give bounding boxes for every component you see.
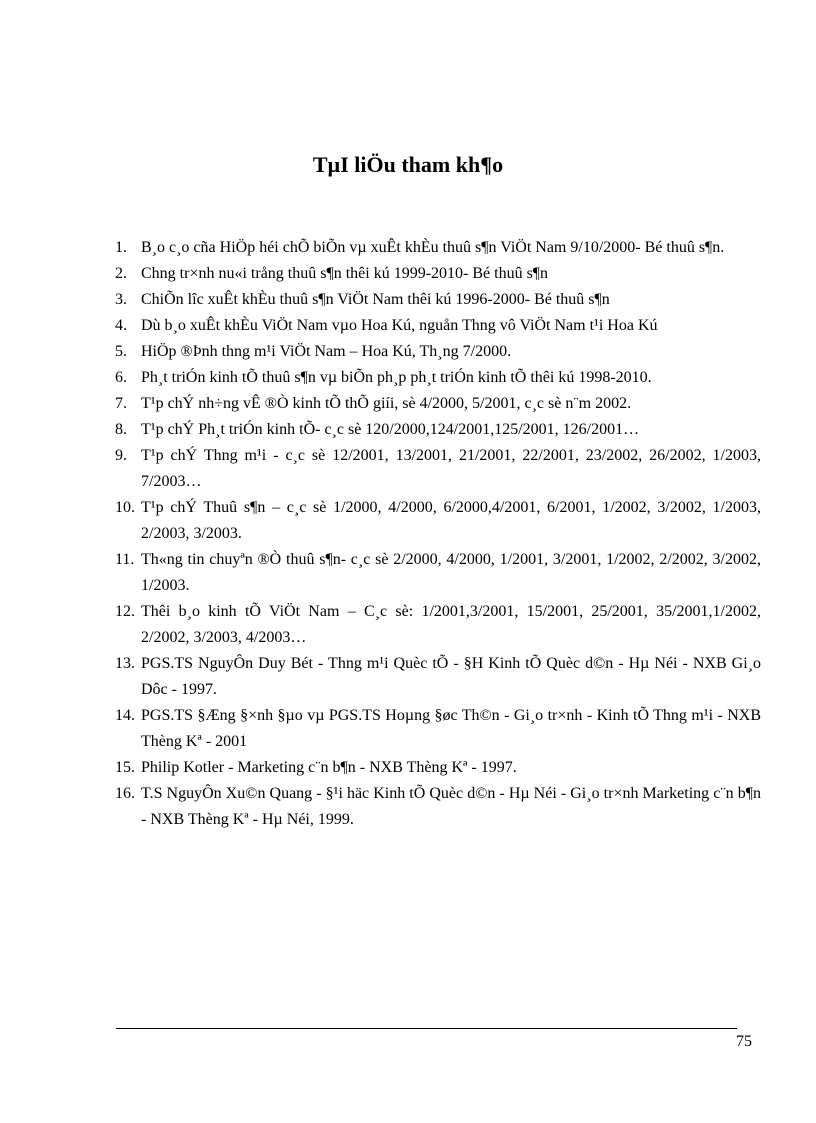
reference-text: Dù b¸o xuÊt khÈu ViÖt Nam vµo Hoa Kú, nguån Thng vô ViÖt Nam t¹i Hoa Kú (141, 317, 658, 334)
reference-number: 6. (115, 369, 127, 386)
reference-number: 15. (115, 759, 135, 776)
reference-text: PGS.TS §Æng §×nh §µo vµ PGS.TS Hoµng §øc Th©n - Gi¸o tr×nh - Kinh tÕ Thng m¹i - NXB Thèng Kª - 2001 (141, 707, 761, 750)
reference-text: T¹p chÝ Thuû s¶n – c¸c sè 1/2000, 4/2000, 6/2000,4/2001, 6/2001, 1/2002, 3/2002, 1/2003, 2/2003, 3/2003. (141, 499, 761, 542)
list-item (115, 755, 761, 781)
reference-text: T.S NguyÔn Xu©n Quang - §¹i häc Kinh tÕ Quèc d©n - Hµ Néi - Gi¸o tr×nh Marketing c¨n b¶n - NXB Thèng Kª - Hµ Néi, 1999. (141, 785, 761, 828)
reference-list (115, 235, 761, 833)
list-item (115, 287, 761, 313)
reference-number: 4. (115, 317, 127, 334)
reference-number: 5. (115, 343, 127, 360)
list-item (115, 443, 761, 495)
list-item (115, 495, 761, 547)
reference-number: 7. (115, 395, 127, 412)
reference-text: Chng tr×nh nu«i trång thuû s¶n thêi kú 1999-2010- Bé thuû s¶n (141, 265, 549, 282)
reference-number: 14. (115, 707, 135, 724)
reference-number: 12. (115, 603, 135, 620)
reference-number: 13. (115, 655, 135, 672)
reference-text: HiÖp ®Þnh thng m¹i ViÖt Nam – Hoa Kú, Th¸ng 7/2000. (141, 343, 512, 360)
list-item (115, 391, 761, 417)
list-item (115, 261, 761, 287)
reference-text: Ph¸t triÓn kinh tÕ thuû s¶n vµ biÕn ph¸p ph¸t triÓn kinh tÕ thêi kú 1998-2010. (141, 369, 652, 386)
list-item (115, 417, 761, 443)
reference-text: T¹p chÝ Ph¸t triÓn kinh tÕ- c¸c sè 120/2000,124/2001,125/2001, 126/2001… (141, 421, 640, 438)
reference-text: Philip Kotler - Marketing c¨n b¶n - NXB Thèng Kª - 1997. (141, 759, 517, 776)
list-item (115, 703, 761, 755)
reference-number: 2. (115, 265, 127, 282)
reference-text: ChiÕn lîc xuÊt khÈu thuû s¶n ViÖt Nam thêi kú 1996-2000- Bé thuû s¶n (141, 291, 610, 308)
list-item (115, 235, 761, 261)
list-item (115, 599, 761, 651)
list-item (115, 781, 761, 833)
reference-number: 8. (115, 421, 127, 438)
list-item (115, 339, 761, 365)
reference-text: T¹p chÝ nh÷ng vÊ ®Ò kinh tÕ thÕ giíi, sè 4/2000, 5/2001, c¸c sè n¨m 2002. (141, 395, 632, 412)
footer-divider (116, 1028, 737, 1029)
list-item (115, 651, 761, 703)
page-title: TµI liÖu tham kh¶o (312, 152, 504, 177)
reference-number: 16. (115, 785, 135, 802)
reference-text: PGS.TS NguyÔn Duy Bét - Thng m¹i Quèc tÕ - §H Kinh tÕ Quèc d©n - Hµ Néi - NXB Gi¸o Dôc - 1997. (141, 655, 761, 698)
reference-number: 3. (115, 291, 127, 308)
reference-text: T¹p chÝ Thng m¹i - c¸c sè 12/2001, 13/2001, 21/2001, 22/2001, 23/2002, 26/2002, 1/2003, 7/2003… (141, 447, 761, 490)
page-number: 75 (736, 1033, 752, 1050)
reference-text: B¸o c¸o cña HiÖp héi chÕ biÕn vµ xuÊt khÈu thuû s¶n ViÖt Nam 9/10/2000- Bé thuû s¶n. (141, 239, 725, 256)
reference-number: 1. (115, 239, 127, 256)
reference-number: 11. (115, 551, 135, 568)
reference-number: 9. (115, 447, 127, 464)
reference-text: Th«ng tin chuyªn ®Ò thuû s¶n- c¸c sè 2/2000, 4/2000, 1/2001, 3/2001, 1/2002, 2/2002, 3/2002, 1/2003. (141, 551, 761, 594)
list-item (115, 365, 761, 391)
reference-text: Thêi b¸o kinh tÕ ViÖt Nam – C¸c sè: 1/2001,3/2001, 15/2001, 25/2001, 35/2001,1/2002, 2/2002, 3/2003, 4/2003… (141, 603, 761, 646)
reference-number: 10. (115, 499, 135, 516)
list-item (115, 547, 761, 599)
list-item (115, 313, 761, 339)
